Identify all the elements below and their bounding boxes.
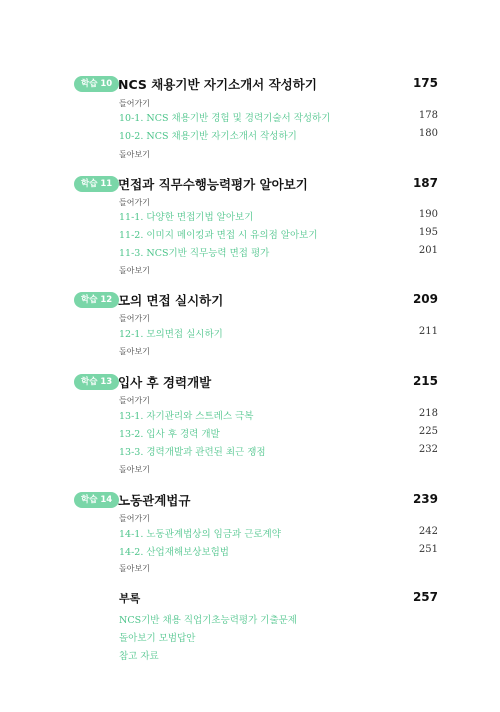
toc-item[interactable]: 14-2. 산업재해보상보험법 [119,547,229,558]
toc-item[interactable]: 13-1. 자기관리와 스트레스 극복 [119,411,254,422]
toc-item[interactable]: 13-3. 경력개발과 관련된 최근 쟁점 [119,447,266,458]
toc-item[interactable]: 12-1. 모의면접 실시하기 [119,329,223,340]
toc-item-page: 195 [418,227,438,238]
chapter-page-number: 209 [412,292,438,306]
toc-item[interactable]: 14-1. 노동관계법상의 임금과 근로계약 [119,529,281,540]
chapter-badge: 학습 10 [74,76,119,92]
chapter-page-number: 215 [412,374,438,388]
appendix-item[interactable]: 돌아보기 모범답안 [119,633,196,644]
outro-label: 돌아보기 [119,150,150,159]
chapter-badge: 학습 13 [74,374,119,390]
chapter-title[interactable]: 노동관계법규 [118,493,191,508]
toc-item[interactable]: 11-1. 다양한 면접기법 알아보기 [119,212,254,223]
toc-item-page: 232 [418,444,438,455]
toc-item[interactable]: 10-2. NCS 채용기반 자기소개서 작성하기 [119,131,297,142]
chapter-badge: 학습 12 [74,292,119,308]
chapter-page-number: 175 [412,76,438,90]
chapter-title[interactable]: 면접과 직무수행능력평가 알아보기 [118,177,308,192]
chapter-page-number: 239 [412,492,438,506]
toc-item-page: 211 [418,326,438,337]
outro-label: 돌아보기 [119,465,150,474]
chapter-badge: 학습 11 [74,176,119,192]
appendix-title[interactable]: 부록 [119,592,141,605]
intro-label: 들어가기 [119,198,150,207]
toc-item-page: 242 [418,526,438,537]
chapter-page-number: 187 [412,176,438,190]
intro-label: 들어가기 [119,514,150,523]
intro-label: 들어가기 [119,396,150,405]
appendix-item[interactable]: 참고 자료 [119,651,159,662]
toc-item-page: 178 [418,110,438,121]
toc-item-page: 190 [418,209,438,220]
chapter-title[interactable]: 입사 후 경력개발 [118,375,212,390]
toc-item-page: 201 [418,245,438,256]
outro-label: 돌아보기 [119,564,150,573]
outro-label: 돌아보기 [119,266,150,275]
toc-item-page: 251 [418,544,438,555]
intro-label: 들어가기 [119,314,150,323]
intro-label: 들어가기 [119,99,150,108]
toc-item[interactable]: 11-2. 이미지 메이킹과 면접 시 유의점 알아보기 [119,230,318,241]
toc-item-page: 180 [418,128,438,139]
chapter-title[interactable]: 모의 면접 실시하기 [118,293,224,308]
toc-item-page: 225 [418,426,438,437]
appendix-page-number: 257 [412,590,438,604]
toc-item[interactable]: 10-1. NCS 채용기반 경험 및 경력기술서 작성하기 [119,113,331,124]
toc-item[interactable]: 11-3. NCS기반 직무능력 면접 평가 [119,248,270,259]
appendix-item[interactable]: NCS기반 채용 직업기초능력평가 기출문제 [119,615,297,626]
toc-item-page: 218 [418,408,438,419]
outro-label: 돌아보기 [119,347,150,356]
chapter-title[interactable]: NCS 채용기반 자기소개서 작성하기 [118,77,317,92]
toc-item[interactable]: 13-2. 입사 후 경력 개발 [119,429,220,440]
chapter-badge: 학습 14 [74,492,119,508]
